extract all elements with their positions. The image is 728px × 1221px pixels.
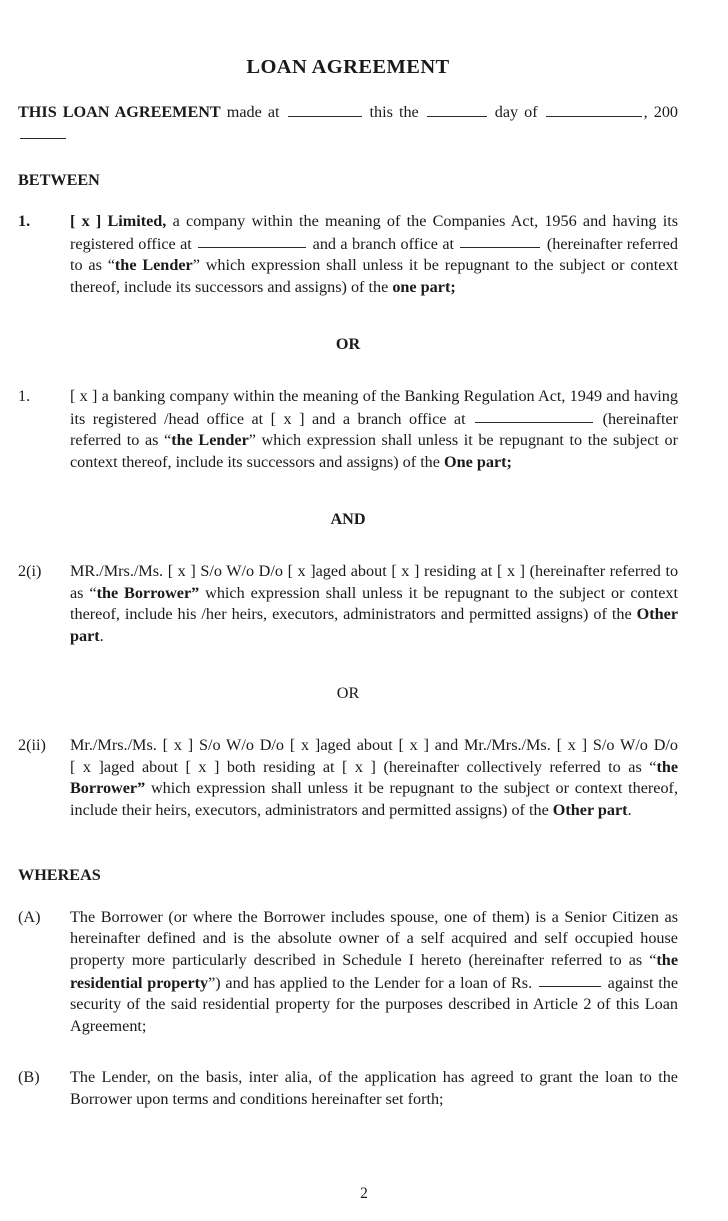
party-2ii-borrower-term: the Borrower” xyxy=(70,757,679,798)
party-1-alt-marker: 1. xyxy=(18,387,31,406)
party-2ii-text-7: both residing at xyxy=(226,757,335,776)
blank-branch-office[interactable] xyxy=(460,233,540,249)
page-number: 2 xyxy=(360,1185,368,1202)
party-1-block xyxy=(18,211,678,298)
party-2ii-placeholder-name-1[interactable]: [ x ] xyxy=(162,736,194,755)
party-2ii-placeholder-address[interactable]: [ x ] xyxy=(342,757,376,776)
spacer xyxy=(18,191,678,211)
party-2ii-marker: 2(ii) xyxy=(18,736,46,755)
party-2i-placeholder-name[interactable]: [ x ] xyxy=(167,562,196,581)
party-2i-text-3: aged about xyxy=(315,562,387,581)
party-1-alt-text-2: and a branch office at xyxy=(311,409,466,428)
party-2i-text-6: which expression shall unless it be repugnant to the subject or context thereof, include his /her heirs, executors, administrators and permitted assigns) of the xyxy=(70,583,679,624)
party-2i-other-part: Other part xyxy=(70,605,679,645)
party-2ii-text-8: (hereinafter collectively referred to as “ xyxy=(383,757,657,776)
party-2ii-placeholder-age-2[interactable]: [ x ] xyxy=(185,757,220,776)
party-2i-marker: 2(i) xyxy=(18,562,42,581)
party-2i-borrower-term: the Borrower” xyxy=(96,583,200,602)
recital-a-body xyxy=(70,907,678,1037)
preamble-heading: THIS LOAN AGREEMENT xyxy=(18,102,221,121)
spacer xyxy=(18,821,678,865)
party-2i-placeholder-age[interactable]: [ x ] xyxy=(391,562,420,581)
or-label-2: OR xyxy=(336,684,360,703)
blank-branch-office-alt[interactable] xyxy=(475,408,593,424)
party-2i-text-1: MR./Mrs./Ms. xyxy=(70,562,164,581)
party-2i-period: . xyxy=(99,626,104,645)
blank-month[interactable] xyxy=(546,101,642,117)
party-2ii-placeholder-parent-1[interactable]: [ x ] xyxy=(289,736,321,755)
party-2ii-text-1: Mr./Mrs./Ms. xyxy=(70,736,157,755)
party-2ii-text-2: S/o W/o D/o xyxy=(198,736,285,755)
or-label-1: OR xyxy=(335,335,361,354)
blank-day[interactable] xyxy=(427,101,487,117)
party-2ii-body xyxy=(70,735,678,821)
spacer xyxy=(18,473,678,493)
party-1-alt-text-1: [ x ] a banking company within the meaning of the Banking Regulation Act, 1949 and having its registered /head office at xyxy=(70,387,678,428)
preamble-comma: , xyxy=(643,102,648,121)
preamble-year-prefix: 200 xyxy=(653,102,678,121)
party-1-alt-body xyxy=(70,386,678,473)
party-2i-text-5: (hereinafter referred to as “ xyxy=(70,562,679,602)
preamble-paragraph xyxy=(18,101,678,146)
spacer xyxy=(18,298,678,318)
recital-a-marker: (A) xyxy=(18,907,41,926)
party-2i-block xyxy=(18,561,678,647)
party-2ii-text-3: aged about xyxy=(320,736,393,755)
spacer xyxy=(18,887,678,907)
spacer xyxy=(18,372,678,386)
party-1-marker: 1. xyxy=(18,212,31,231)
page-title: LOAN AGREEMENT xyxy=(246,56,450,78)
preamble-this-the: this the xyxy=(369,102,419,121)
and-label: AND xyxy=(330,510,366,529)
spacer xyxy=(18,547,678,561)
party-1-alt-one-part: One part; xyxy=(444,452,512,471)
party-2ii-text-9: which expression shall unless it be repugnant to the subject or context thereof, include their heirs, executors, administrators and permitted assigns) of the xyxy=(70,779,678,819)
recital-b-body xyxy=(70,1067,678,1110)
party-2i-placeholder-parent[interactable]: [ x ] xyxy=(287,562,316,581)
party-2i-text-4: residing at xyxy=(423,562,493,581)
spacer xyxy=(18,81,678,101)
spacer xyxy=(18,721,678,735)
party-2ii-text-6: aged about xyxy=(103,757,178,776)
spacer xyxy=(18,1037,678,1067)
party-1-alt-placeholder[interactable]: [ x ] xyxy=(270,409,305,428)
blank-year[interactable] xyxy=(20,123,66,139)
recital-a-residential-term: the residential property xyxy=(70,950,678,992)
party-1-text-2: and a branch office at xyxy=(312,234,455,253)
party-1-lender-term: the Lender xyxy=(114,256,193,275)
party-2ii-placeholder-parent-2[interactable]: [ x ] xyxy=(70,757,104,776)
party-1-alt-text-4: ” which expression shall unless it be repugnant to the subject or context thereof, include its successors and assigns) of the xyxy=(70,431,678,471)
party-1-text-4: ” which expression shall unless it be repugnant to the subject or context thereof, include its successors and assigns) of the xyxy=(70,256,678,296)
document-content xyxy=(18,0,678,1110)
party-1-alt-lender-term: the Lender xyxy=(171,431,249,450)
party-2ii-period: . xyxy=(627,800,632,819)
party-1-body xyxy=(70,211,678,298)
recital-b-text-1: The Lender, on the basis, inter alia, of the application has agreed to grant the loan to the Borrower upon terms and conditions hereinafter set forth; xyxy=(70,1068,678,1108)
party-2ii-other-part: Other part xyxy=(552,800,628,819)
recital-a-block xyxy=(18,907,678,1037)
whereas-label: WHEREAS xyxy=(18,866,101,885)
party-1-text-1: a company within the meaning of the Companies Act, 1956 and having its registered office at xyxy=(70,212,678,253)
party-1-text-3: (hereinafter referred to as “ xyxy=(70,234,679,275)
party-2i-text-2: S/o W/o D/o xyxy=(200,562,283,581)
party-2i-body xyxy=(70,561,678,647)
blank-loan-amount[interactable] xyxy=(539,972,601,988)
blank-place[interactable] xyxy=(288,101,362,117)
party-2ii-placeholder-age-1[interactable]: [ x ] xyxy=(398,736,429,755)
party-2ii-text-4: and Mr./Mrs./Ms. xyxy=(434,736,551,755)
preamble-made-at: made at xyxy=(226,102,280,121)
recital-b-block xyxy=(18,1067,678,1110)
blank-registered-office[interactable] xyxy=(198,233,306,249)
party-1-alt-block xyxy=(18,386,678,473)
party-1-alt-text-3: (hereinafter referred to as “ xyxy=(70,409,679,450)
recital-a-text-2: ”) and has applied to the Lender for a loan of Rs. xyxy=(208,973,533,992)
recital-b-marker: (B) xyxy=(18,1068,40,1087)
party-2ii-placeholder-name-2[interactable]: [ x ] xyxy=(556,736,588,755)
party-1-lead: [ x ] Limited, xyxy=(70,212,167,231)
spacer xyxy=(18,647,678,667)
party-1-one-part: one part; xyxy=(392,277,456,296)
preamble-day-of: day of xyxy=(494,102,538,121)
recital-a-text-1: The Borrower (or where the Borrower includes spouse, one of them) is a Senior Citizen as hereinafter defined and is the absolute owner of a self acquired and self occupied house property more particularly described in Schedule I hereto (hereinafter referred to as “ xyxy=(70,907,678,969)
recital-a-text-3: against the security of the said residential property for the purposes described in Article 2 of this Loan Agreement; xyxy=(70,973,679,1035)
party-2ii-block xyxy=(18,735,678,821)
party-2i-placeholder-address[interactable]: [ x ] xyxy=(496,562,526,581)
spacer xyxy=(18,146,678,170)
party-2ii-text-5: S/o W/o D/o xyxy=(592,736,678,755)
between-label: BETWEEN xyxy=(18,170,100,189)
